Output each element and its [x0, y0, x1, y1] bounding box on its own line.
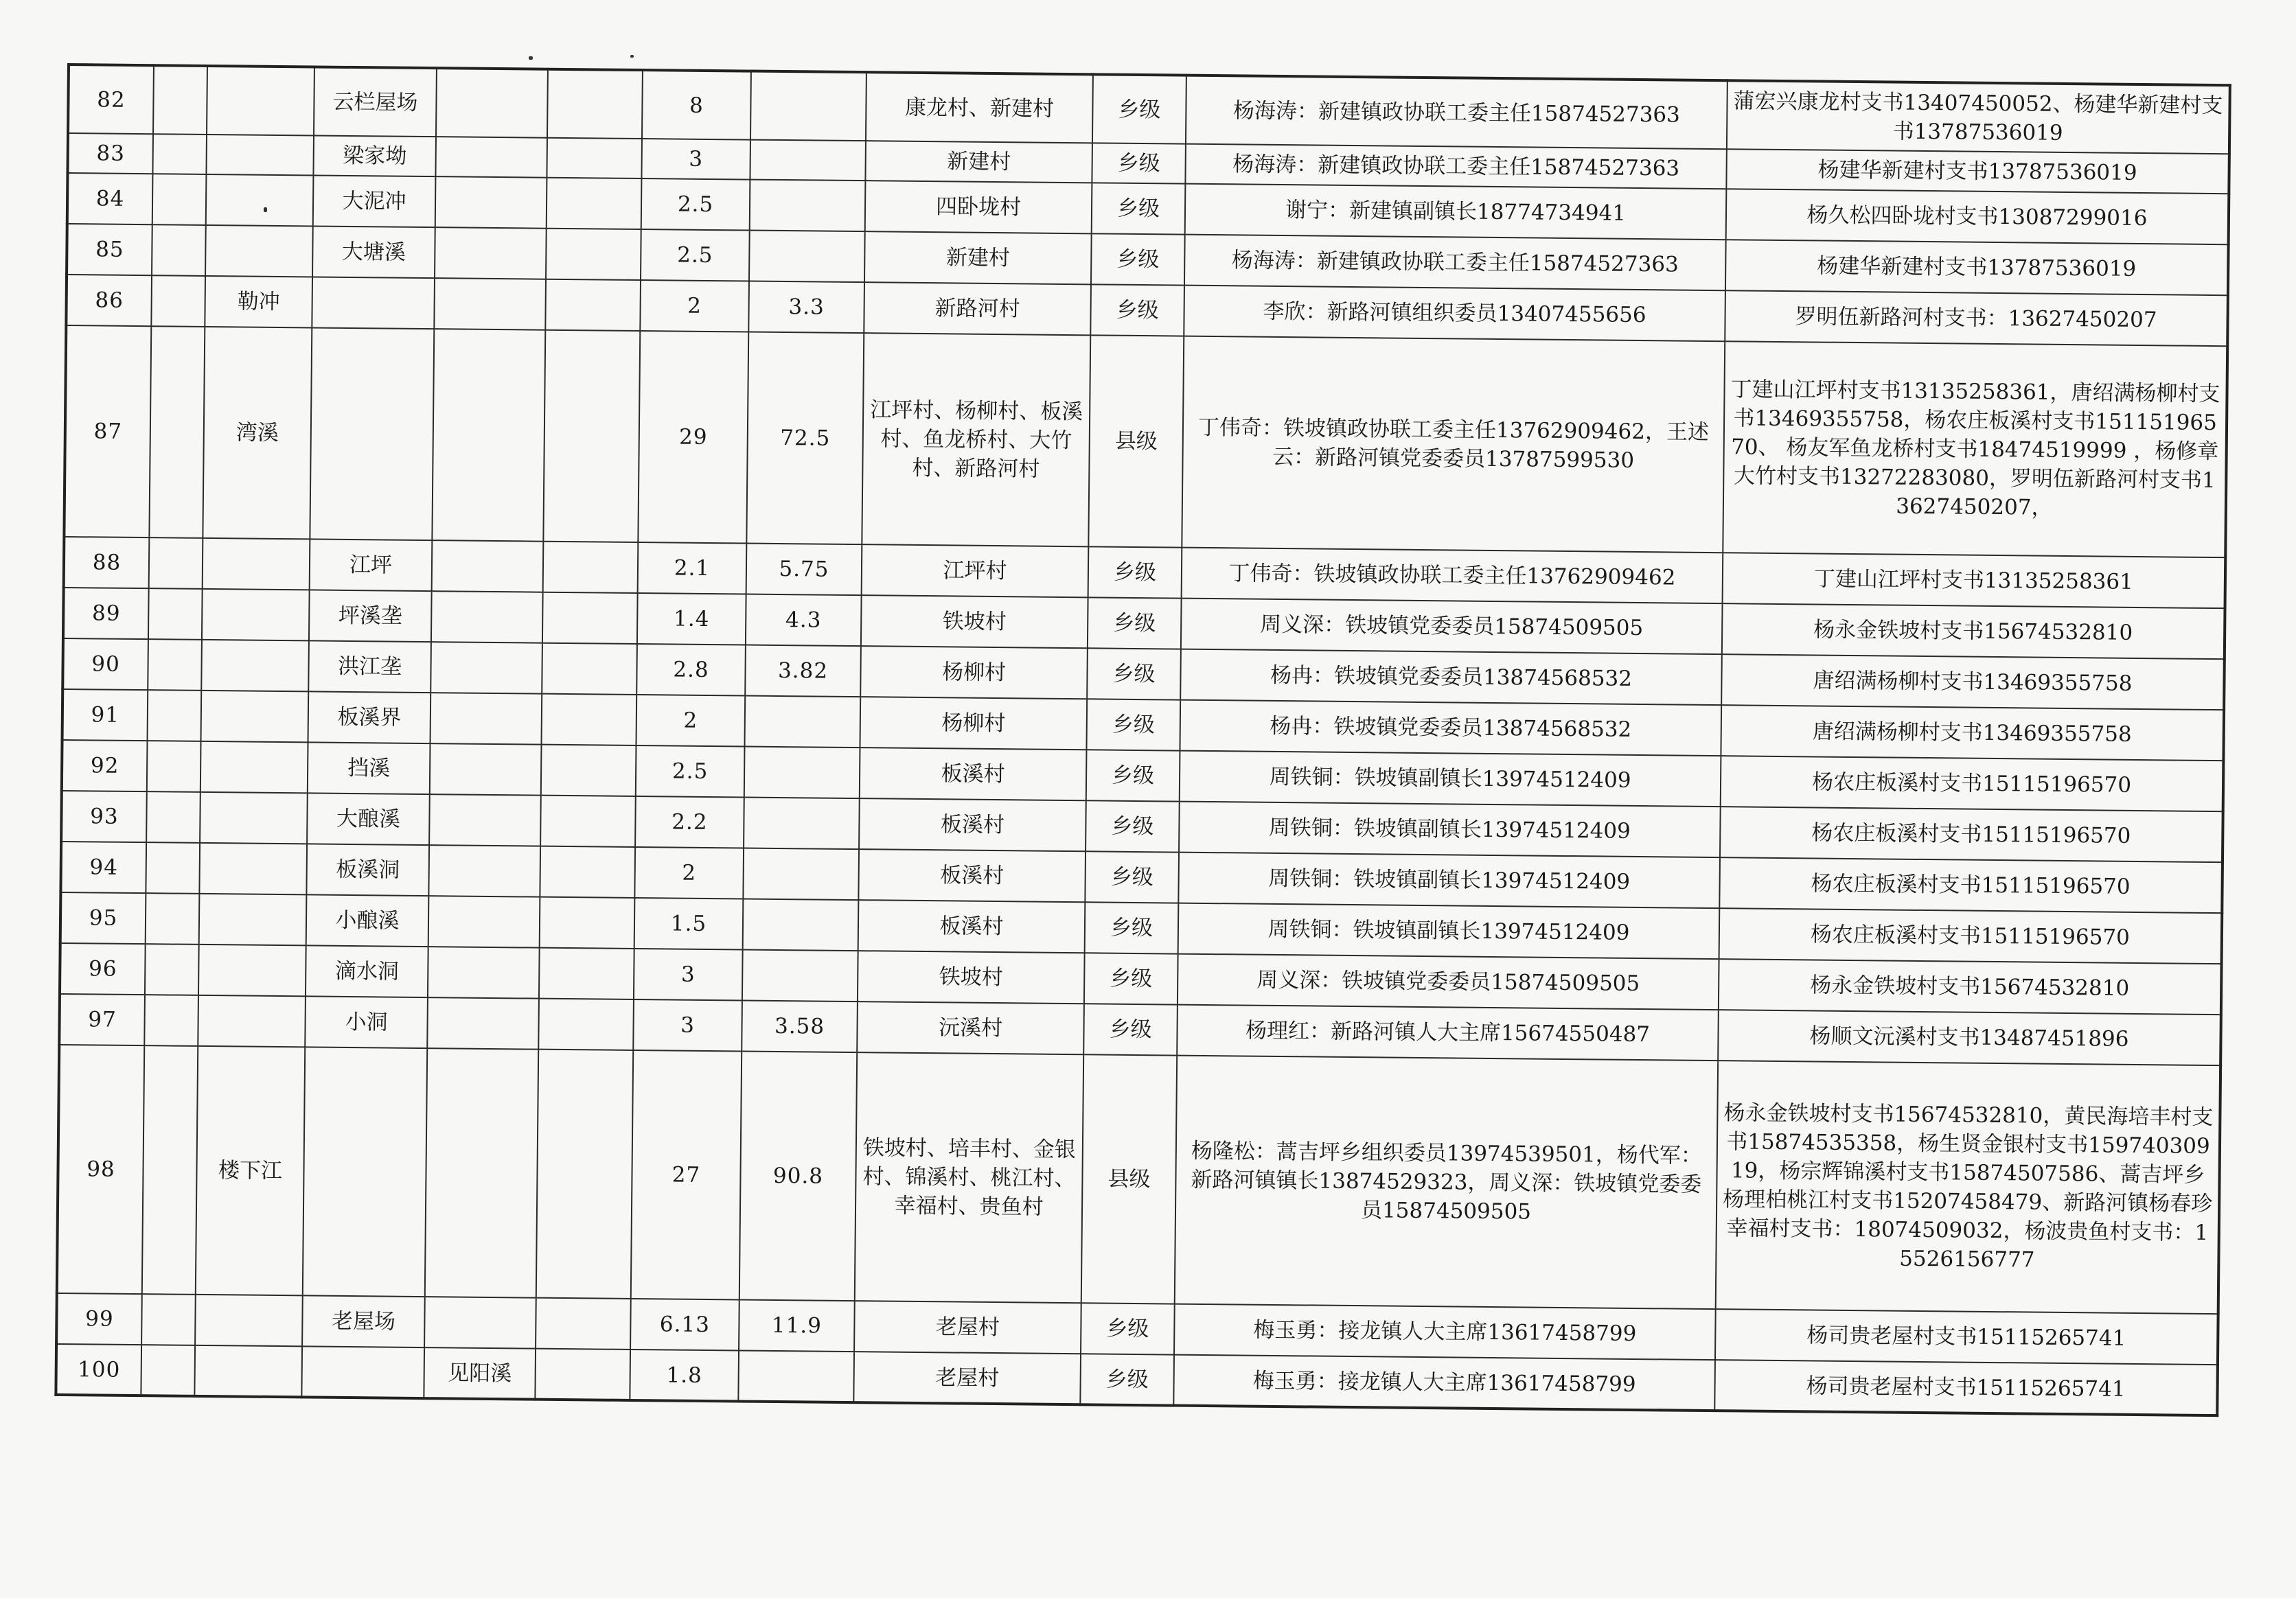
cell-basin-area	[744, 696, 860, 748]
cell-villages-covered: 杨柳村	[860, 697, 1087, 750]
cell-village-chief-contact: 杨农庄板溪村支书15115196570	[1719, 857, 2223, 913]
cell-level3-river: 老屋场	[302, 1295, 425, 1347]
cell-village-chief-contact: 杨久松四卧垅村支书13087299016	[1726, 189, 2229, 244]
table-sheet	[54, 63, 2231, 1417]
cell-level4-river: 见阳溪	[424, 1347, 536, 1400]
cell-village-chief-contact: 杨农庄板溪村支书15115196570	[1719, 908, 2223, 964]
cell-level5-river	[539, 948, 634, 999]
cell-village-chief-contact: 杨建华新建村支书13787536019	[1726, 149, 2229, 194]
cell-row-number: 97	[59, 994, 145, 1045]
cell-villages-covered: 杨柳村	[860, 646, 1088, 699]
cell-row-number: 82	[68, 65, 154, 134]
cell-level5-river	[542, 694, 637, 745]
cell-level2-river	[200, 741, 308, 793]
cell-chief-level: 乡级	[1085, 902, 1179, 953]
cell-town-chief-contact: 李欣：新路河镇组织委员13407455656	[1184, 286, 1725, 342]
cell-basin-area: 3.58	[742, 1000, 858, 1052]
cell-level2-river	[200, 792, 308, 844]
cell-level4-river	[435, 137, 547, 178]
cell-level3-river: 大泥冲	[313, 175, 436, 227]
cell-level1-river	[148, 690, 202, 741]
cell-level3-river: 挡溪	[308, 742, 430, 794]
cell-basin-area	[744, 798, 860, 850]
cell-level5-river	[547, 69, 643, 139]
cell-river-length: 6.13	[630, 1299, 739, 1351]
cell-level4-river	[430, 743, 542, 796]
cell-village-chief-contact: 杨司贵老屋村支书15115265741	[1715, 1309, 2218, 1365]
cell-villages-covered: 康龙村、新建村	[866, 72, 1093, 143]
cell-level5-river	[546, 229, 641, 280]
cell-level5-river	[540, 897, 635, 949]
cell-chief-level: 乡级	[1086, 699, 1180, 750]
cell-chief-level: 乡级	[1092, 183, 1186, 234]
cell-chief-level: 乡级	[1088, 597, 1182, 649]
cell-chief-level: 乡级	[1086, 800, 1180, 852]
cell-level4-river	[428, 845, 540, 897]
cell-basin-area: 72.5	[746, 332, 864, 545]
cell-row-number: 83	[67, 133, 153, 174]
cell-chief-level: 乡级	[1080, 1354, 1174, 1405]
cell-basin-area	[738, 1350, 854, 1402]
cell-level5-river	[542, 592, 638, 644]
cell-level2-river	[201, 691, 309, 742]
cell-chief-level: 乡级	[1086, 750, 1180, 801]
cell-village-chief-contact: 丁建山江坪村支书13135258361，唐绍满杨柳村支书13469355758，杨农庄板溪村支书15115196570、 杨友军鱼龙桥村支书18474519999 ，杨修章大竹村支书13272283080，罗明伍新路河村支书13627450207，	[1723, 341, 2227, 557]
cell-level1-river	[152, 224, 206, 276]
cell-level4-river	[435, 176, 547, 229]
cell-level5-river	[547, 138, 642, 178]
cell-villages-covered: 老屋村	[854, 1301, 1081, 1354]
cell-row-number: 92	[62, 740, 148, 791]
cell-level3-river	[301, 1346, 424, 1398]
cell-village-chief-contact: 唐绍满杨柳村支书13469355758	[1721, 705, 2224, 761]
cell-row-number: 84	[67, 173, 153, 224]
cell-chief-level: 乡级	[1083, 1004, 1178, 1055]
cell-level3-river: 云栏屋场	[314, 67, 437, 137]
cell-villages-covered: 铁坡村、培丰村、金银村、锦溪村、桃江村、幸福村、贵鱼村	[855, 1052, 1083, 1303]
table-body	[56, 65, 2229, 1415]
cell-chief-level: 乡级	[1081, 1303, 1175, 1354]
cell-level2-river: 湾溪	[203, 327, 312, 539]
cell-level5-river	[545, 279, 641, 331]
cell-level2-river: 楼下江	[196, 1046, 305, 1295]
cell-village-chief-contact: 杨司贵老屋村支书15115265741	[1714, 1360, 2218, 1415]
cell-river-length: 1.5	[634, 898, 744, 950]
cell-level2-river	[199, 894, 307, 945]
cell-level3-river: 滴水洞	[306, 945, 428, 997]
cell-level5-river	[535, 1349, 630, 1400]
cell-river-length: 2	[636, 695, 745, 747]
cell-level1-river	[141, 1345, 195, 1396]
cell-level4-river	[435, 227, 547, 279]
cell-river-length: 27	[631, 1050, 742, 1299]
cell-town-chief-contact: 周铁铜：铁坡镇副镇长13974512409	[1180, 751, 1721, 807]
cell-level4-river	[428, 896, 540, 948]
cell-level3-river: 板溪洞	[306, 844, 429, 896]
cell-level2-river	[198, 945, 306, 996]
cell-chief-level: 乡级	[1087, 648, 1181, 699]
table-row	[64, 325, 2227, 557]
cell-level3-river: 洪江垄	[308, 640, 431, 693]
cell-row-number: 95	[60, 892, 146, 944]
cell-village-chief-contact: 杨农庄板溪村支书15115196570	[1720, 807, 2223, 862]
cell-level4-river	[428, 947, 540, 999]
cell-level5-river	[541, 745, 636, 796]
cell-river-length: 3	[633, 999, 742, 1052]
cell-level2-river	[203, 538, 310, 590]
cell-level2-river	[205, 225, 313, 277]
cell-villages-covered: 铁坡村	[858, 951, 1085, 1004]
cell-level4-river	[432, 329, 545, 542]
cell-chief-level: 乡级	[1092, 143, 1186, 183]
cell-row-number: 99	[56, 1293, 142, 1345]
cell-village-chief-contact: 蒲宏兴康龙村支书13407450052、杨建华新建村支书13787536019	[1727, 80, 2230, 154]
cell-basin-area	[742, 950, 858, 1002]
cell-basin-area	[750, 180, 866, 232]
cell-row-number: 86	[66, 275, 152, 326]
cell-villages-covered: 板溪村	[858, 900, 1086, 953]
cell-basin-area: 11.9	[739, 1299, 855, 1352]
cell-villages-covered: 新路河村	[864, 282, 1091, 335]
cell-river-length: 3	[634, 949, 743, 1001]
cell-basin-area	[750, 140, 866, 181]
cell-level3-river	[303, 1047, 427, 1297]
cell-basin-area: 3.82	[745, 645, 861, 697]
cell-river-length: 2.5	[636, 745, 745, 798]
cell-level5-river	[542, 643, 637, 695]
cell-basin-area	[750, 71, 866, 141]
cell-basin-area: 5.75	[746, 544, 862, 596]
cell-level3-river: 大酿溪	[307, 793, 430, 845]
cell-level1-river	[146, 791, 200, 843]
cell-town-chief-contact: 杨海涛：新建镇政协联工委主任15874527363	[1186, 76, 1727, 150]
cell-basin-area: 90.8	[739, 1051, 857, 1301]
cell-river-length: 2.1	[638, 542, 747, 594]
cell-level5-river	[536, 1298, 631, 1350]
cell-town-chief-contact: 周义深：铁坡镇党委委员15874509505	[1181, 599, 1723, 655]
cell-town-chief-contact: 丁伟奇：铁坡镇政协联工委主任13762909462，王述云：新路河镇党委委员13787599530	[1182, 336, 1725, 553]
cell-level1-river	[148, 588, 203, 640]
cell-level4-river	[430, 693, 542, 745]
cell-row-number: 91	[62, 689, 148, 741]
cell-chief-level: 乡级	[1084, 953, 1178, 1004]
cell-basin-area: 3.3	[748, 281, 864, 334]
cell-chief-level: 县级	[1081, 1054, 1177, 1304]
cell-level1-river	[152, 174, 207, 225]
cell-town-chief-contact: 周义深：铁坡镇党委委员15874509505	[1178, 954, 1719, 1010]
cell-level1-river	[146, 842, 200, 894]
cell-town-chief-contact: 杨海涛：新建镇政协联工委主任15874527363	[1185, 144, 1727, 189]
cell-villages-covered: 江坪村、杨柳村、板溪村、鱼龙桥村、大竹村、新路河村	[862, 333, 1090, 546]
cell-village-chief-contact: 杨永金铁坡村支书15674532810，黄民海培丰村支书15874535358，杨生贤金银村支书15974030919，杨宗辉锦溪村支书15874507586、蒿吉坪乡杨理柏桃江村支书15207458479、新路河镇杨春珍幸福村支书：18074509032，杨波贵鱼村支书：15526156777	[1716, 1061, 2220, 1314]
cell-town-chief-contact: 杨理红：新路河镇人大主席15674550487	[1177, 1005, 1719, 1061]
cell-level1-river	[142, 1045, 198, 1295]
cell-village-chief-contact: 丁建山江坪村支书13135258361	[1723, 553, 2226, 608]
cell-row-number: 93	[61, 791, 147, 842]
river-chief-table	[54, 63, 2231, 1417]
cell-level5-river	[540, 796, 636, 847]
cell-town-chief-contact: 杨海涛：新建镇政协联工委主任15874527363	[1184, 235, 1726, 291]
cell-level4-river	[429, 794, 541, 846]
cell-level4-river	[427, 997, 539, 1050]
cell-river-length: 2.5	[641, 229, 750, 281]
cell-level5-river	[543, 330, 640, 542]
cell-villages-covered: 新建村	[865, 141, 1092, 183]
cell-town-chief-contact: 周铁铜：铁坡镇副镇长13974512409	[1178, 853, 1720, 909]
cell-level1-river	[146, 893, 200, 945]
cell-level5-river	[538, 999, 634, 1050]
cell-chief-level: 乡级	[1091, 233, 1185, 285]
cell-villages-covered: 板溪村	[860, 748, 1087, 800]
cell-level2-river	[198, 995, 306, 1047]
cell-river-length: 29	[638, 331, 748, 544]
cell-level5-river	[543, 542, 639, 593]
cell-row-number: 90	[62, 638, 148, 690]
cell-town-chief-contact: 周铁铜：铁坡镇副镇长13974512409	[1178, 903, 1720, 960]
cell-level4-river	[436, 68, 548, 138]
cell-river-length: 1.4	[637, 593, 746, 645]
cell-villages-covered: 沅溪村	[857, 1001, 1084, 1054]
cell-row-number: 87	[64, 325, 151, 537]
cell-village-chief-contact: 罗明伍新路河村支书：13627450207	[1725, 290, 2228, 346]
cell-villages-covered: 老屋村	[853, 1352, 1081, 1404]
cell-level4-river	[431, 591, 543, 643]
cell-town-chief-contact: 杨冉：铁坡镇党委委员13874568532	[1180, 649, 1722, 706]
cell-level5-river	[540, 846, 635, 898]
cell-level2-river	[206, 174, 314, 226]
cell-row-number: 89	[63, 588, 149, 639]
cell-level4-river	[432, 540, 544, 592]
cell-level4-river	[430, 642, 542, 694]
cell-level2-river	[201, 640, 309, 691]
cell-level1-river	[153, 65, 207, 135]
cell-basin-area	[749, 231, 865, 283]
cell-row-number: 85	[67, 224, 152, 275]
cell-level1-river	[147, 741, 201, 792]
cell-villages-covered: 板溪村	[858, 849, 1086, 902]
cell-river-length: 1.8	[630, 1350, 739, 1402]
cell-village-chief-contact: 杨永金铁坡村支书15674532810	[1722, 603, 2225, 659]
cell-level3-river	[310, 327, 434, 540]
cell-town-chief-contact: 杨隆松：蒿吉坪乡组织委员13974539501，杨代军：新路河镇镇长13874529323，周义深：铁坡镇党委委员15874509505	[1175, 1056, 1718, 1310]
cell-level2-river	[199, 843, 307, 894]
cell-level5-river	[536, 1050, 633, 1299]
cell-town-chief-contact: 谢宁：新建镇副镇长18774734941	[1185, 184, 1727, 240]
cell-level4-river	[434, 278, 546, 330]
cell-level3-river	[312, 277, 435, 329]
cell-villages-covered: 新建村	[864, 231, 1092, 284]
cell-level4-river	[425, 1048, 538, 1298]
cell-level3-river: 板溪界	[308, 691, 431, 743]
cell-level2-river	[202, 589, 310, 640]
cell-villages-covered: 铁坡村	[861, 595, 1088, 648]
cell-village-chief-contact: 杨顺文沅溪村支书13487451896	[1718, 1010, 2221, 1065]
cell-level3-river: 小洞	[305, 996, 428, 1048]
cell-basin-area	[743, 899, 859, 951]
cell-level1-river	[152, 134, 207, 174]
cell-level2-river	[206, 135, 314, 175]
cell-basin-area	[744, 747, 860, 799]
cell-level1-river	[148, 639, 202, 691]
cell-town-chief-contact: 杨冉：铁坡镇党委委员13874568532	[1180, 700, 1721, 756]
cell-level3-river: 大塘溪	[312, 226, 435, 278]
cell-chief-level: 县级	[1088, 335, 1184, 547]
cell-village-chief-contact: 杨农庄板溪村支书15115196570	[1721, 756, 2224, 811]
cell-row-number: 88	[64, 537, 150, 588]
cell-chief-level: 乡级	[1088, 546, 1182, 598]
cell-row-number: 100	[56, 1344, 141, 1396]
cell-river-length: 2	[640, 280, 749, 332]
cell-river-length: 2.5	[641, 178, 750, 231]
cell-villages-covered: 江坪村	[862, 544, 1089, 597]
table-row	[57, 1045, 2220, 1314]
cell-level2-river	[195, 1295, 303, 1346]
cell-level1-river	[141, 1294, 196, 1345]
cell-village-chief-contact: 杨建华新建村支书13787536019	[1725, 240, 2229, 295]
scan-speck	[630, 55, 634, 58]
cell-row-number: 94	[60, 842, 146, 893]
cell-village-chief-contact: 唐绍满杨柳村支书13469355758	[1721, 654, 2225, 710]
cell-row-number: 98	[57, 1045, 144, 1294]
cell-river-length: 2.8	[636, 644, 746, 696]
cell-level5-river	[547, 178, 642, 229]
cell-level3-river: 坪溪垄	[309, 590, 432, 642]
cell-town-chief-contact: 丁伟奇：铁坡镇政协联工委主任13762909462	[1182, 548, 1723, 604]
cell-basin-area	[743, 848, 859, 901]
cell-level2-river	[194, 1345, 302, 1397]
cell-chief-level: 乡级	[1085, 851, 1179, 903]
cell-level3-river: 江坪	[310, 539, 433, 591]
cell-level2-river: 勒冲	[205, 276, 312, 327]
cell-river-length: 8	[642, 70, 751, 140]
cell-level3-river: 梁家坳	[313, 135, 436, 176]
cell-villages-covered: 板溪村	[859, 798, 1086, 851]
cell-level4-river	[424, 1297, 536, 1349]
cell-level1-river	[149, 326, 205, 538]
cell-level1-river	[151, 275, 205, 327]
cell-level1-river	[149, 537, 203, 589]
cell-level1-river	[144, 995, 198, 1046]
cell-chief-level: 乡级	[1092, 74, 1186, 143]
cell-town-chief-contact: 周铁铜：铁坡镇副镇长13974512409	[1179, 802, 1721, 858]
cell-town-chief-contact: 梅玉勇：接龙镇人大主席13617458799	[1173, 1355, 1715, 1411]
cell-level3-river: 小酿溪	[306, 894, 429, 947]
cell-river-length: 3	[641, 139, 750, 180]
cell-village-chief-contact: 杨永金铁坡村支书15674532810	[1719, 959, 2222, 1015]
cell-basin-area: 4.3	[746, 594, 862, 647]
cell-river-length: 2.2	[635, 796, 744, 848]
cell-level1-river	[145, 944, 199, 995]
cell-level2-river	[207, 66, 314, 135]
cell-chief-level: 乡级	[1090, 284, 1184, 336]
cell-town-chief-contact: 梅玉勇：接龙镇人大主席13617458799	[1174, 1304, 1716, 1360]
cell-villages-covered: 四卧垅村	[865, 181, 1092, 233]
cell-row-number: 96	[60, 943, 146, 995]
scan-speck	[529, 56, 533, 60]
cell-river-length: 2	[634, 847, 744, 899]
